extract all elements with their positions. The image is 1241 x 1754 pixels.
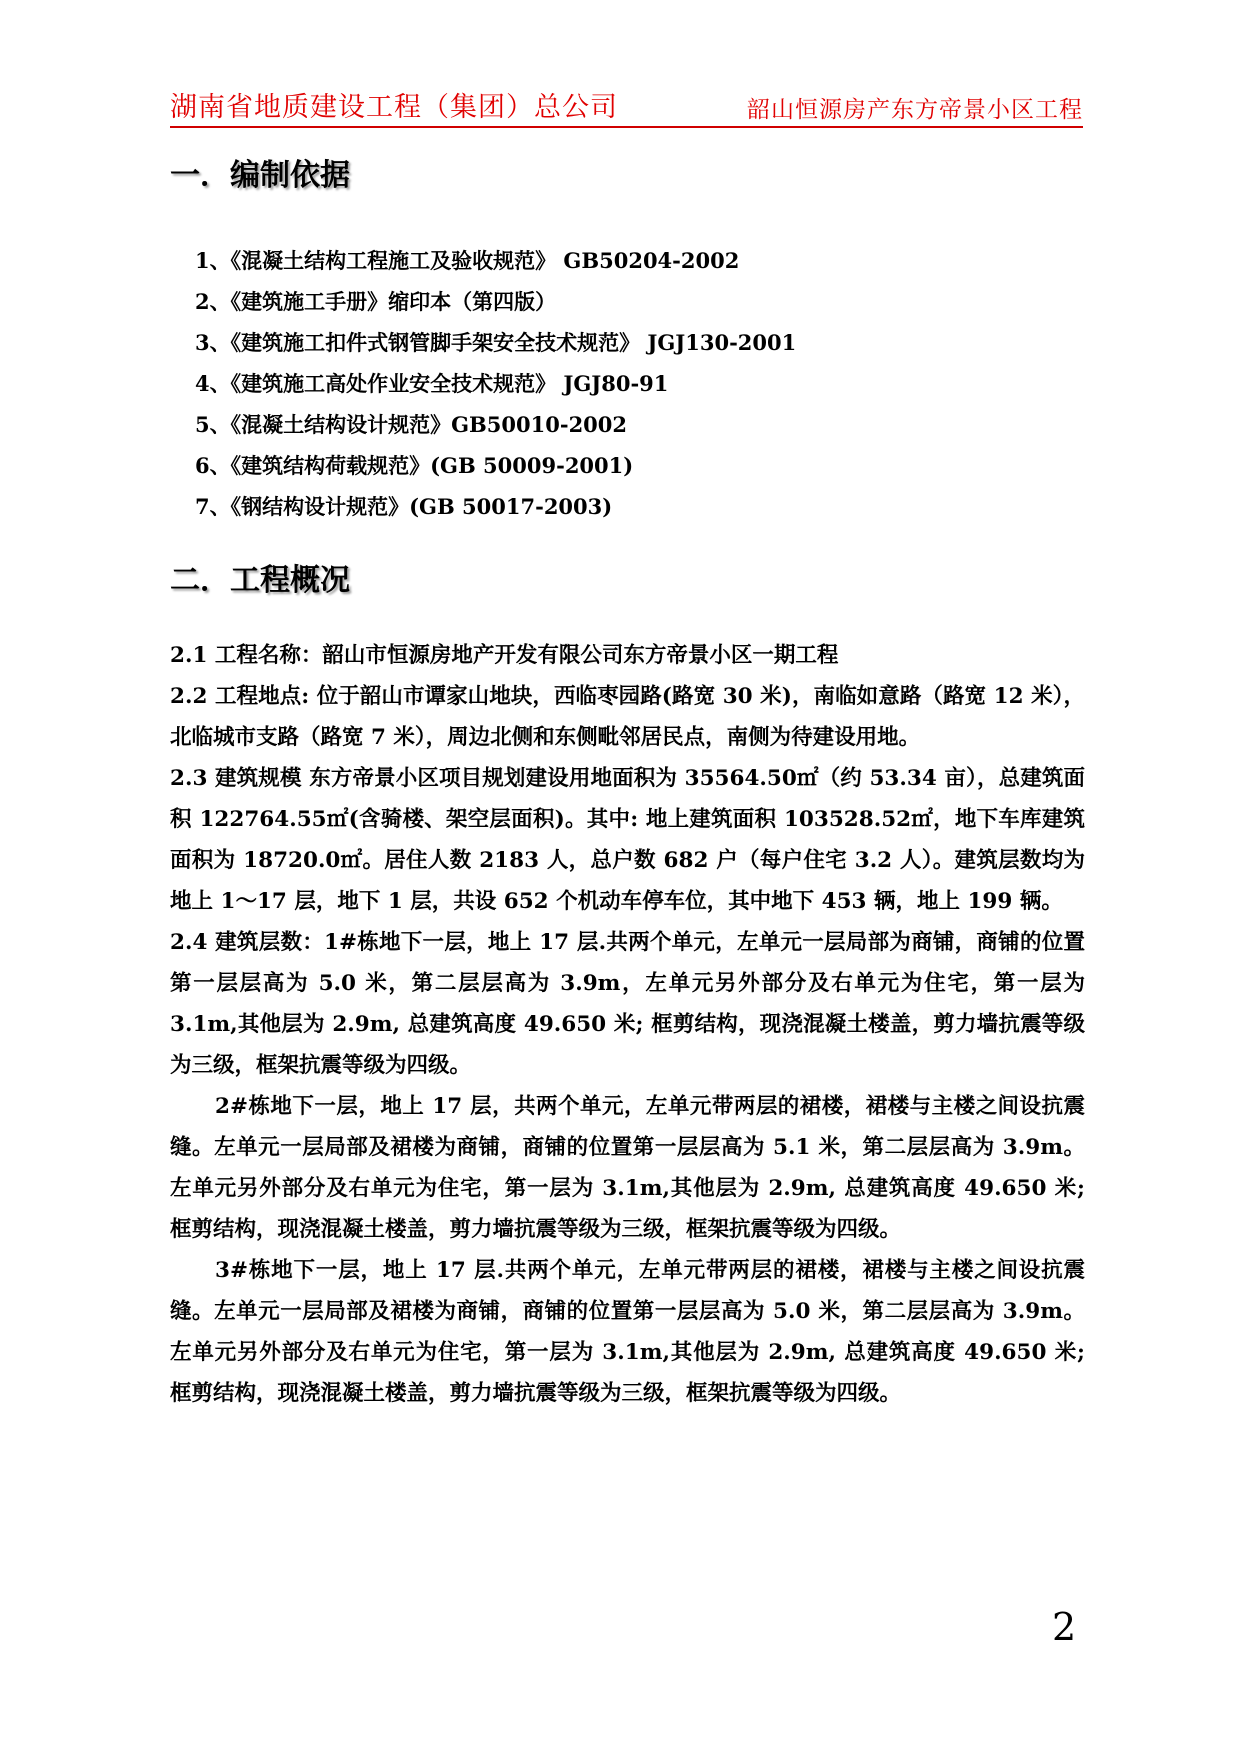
section-title-basis: 一．编制依据 [170, 158, 350, 193]
paragraph-project-scale: 2.3 建筑规模 东方帝景小区项目规划建设用地面积为 35564.50㎡（约 53.34 亩），总建筑面积 122764.55㎡(含骑楼、架空层面积)。其中: 地上建筑面积 103528.52㎡，地下车库建筑面积为 18720.0㎡。居住人数 2183 人，总户数 682 户（每户住宅 3.2 人）。建筑层数均为地上 1～17 层，地下 1 层，共设 652 个机动车停车位，其中地下 453 辆，地上 199 辆。 [170, 766, 1085, 914]
reference-item: 4、《建筑施工高处作业安全技术规范》 JGJ80-91 [195, 371, 669, 396]
paragraph-building-3: 3#栋地下一层，地上 17 层.共两个单元，左单元带两层的裙楼，裙楼与主楼之间设抗震缝。左单元一层局部及裙楼为商铺，商铺的位置第一层层高为 5.0 米，第二层层高为 3.9m。左单元另外部分及右单元为住宅，第一层为 3.1m,其他层为 2.9m, 总建筑高度 49.650 米; 框剪结构，现浇混凝土楼盖，剪力墙抗震等级为三级，框架抗震等级为四级。 [170, 1258, 1085, 1406]
reference-item: 1、《混凝土结构工程施工及验收规范》 GB50204-2002 [195, 248, 740, 273]
reference-item: 5、《混凝土结构设计规范》GB50010-2002 [195, 412, 628, 437]
page-number: 2 [1052, 1605, 1077, 1649]
header-company: 湖南省地质建设工程（集团）总公司 [170, 92, 618, 123]
page-header [170, 90, 1083, 128]
paragraph-project-location: 2.2 工程地点: 位于韶山市谭家山地块，西临枣园路(路宽 30 米)，南临如意路（路宽 12 米），北临城市支路（路宽 7 米），周边北侧和东侧毗邻居民点，南侧为待建设用地。 [170, 684, 1085, 750]
paragraph-building-2: 2#栋地下一层，地上 17 层，共两个单元，左单元带两层的裙楼，裙楼与主楼之间设抗震缝。左单元一层局部及裙楼为商铺，商铺的位置第一层层高为 5.1 米，第二层层高为 3.9m。左单元另外部分及右单元为住宅，第一层为 3.1m,其他层为 2.9m, 总建筑高度 49.650 米; 框剪结构，现浇混凝土楼盖，剪力墙抗震等级为三级，框架抗震等级为四级。 [170, 1094, 1085, 1242]
header-project: 韶山恒源房产东方帝景小区工程 [747, 97, 1083, 123]
section-title-overview: 二．工程概况 [170, 563, 350, 598]
reference-item: 7、《钢结构设计规范》(GB 50017-2003) [195, 494, 613, 519]
reference-item: 3、《建筑施工扣件式钢管脚手架安全技术规范》 JGJ130-2001 [195, 330, 797, 355]
reference-list [195, 240, 796, 527]
reference-item: 6、《建筑结构荷载规范》(GB 50009-2001) [195, 453, 634, 478]
overview-body [170, 635, 1085, 1414]
paragraph-building-1: 2.4 建筑层数：1#栋地下一层，地上 17 层.共两个单元，左单元一层局部为商铺，商铺的位置第一层层高为 5.0 米，第二层层高为 3.9m，左单元另外部分及右单元为住宅，第一层为 3.1m,其他层为 2.9m, 总建筑高度 49.650 米; 框剪结构，现浇混凝土楼盖，剪力墙抗震等级为三级，框架抗震等级为四级。 [170, 930, 1085, 1078]
reference-item: 2、《建筑施工手册》缩印本（第四版） [195, 289, 557, 314]
paragraph-project-name: 2.1 工程名称：韶山市恒源房地产开发有限公司东方帝景小区一期工程 [170, 643, 839, 668]
